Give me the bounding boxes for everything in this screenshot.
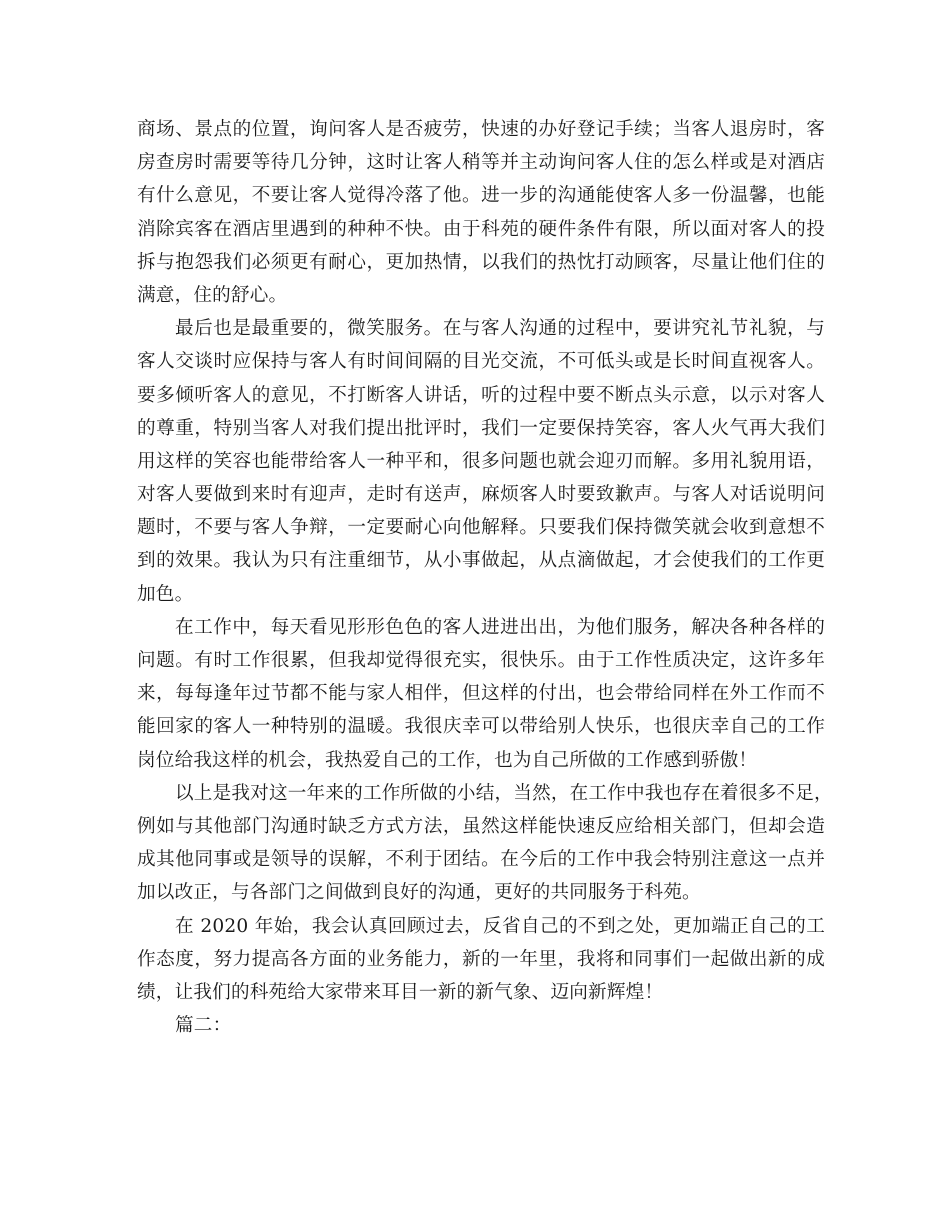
text-line: 成其他同事或是领导的误解，不利于团结。在今后的工作中我会特别注意这一点并 [137, 849, 825, 871]
text-line: 来，每每逢年过节都不能与家人相伴，但这样的付出，也会带给同样在外工作而不 [137, 683, 825, 705]
text-line: 最后也是最重要的，微笑服务。在与客人沟通的过程中，要讲究礼节礼貌，与 [175, 318, 825, 340]
text-line: 题时，不要与客人争辩，一定要耐心向他解释。只要我们保持微笑就会收到意想不 [137, 517, 825, 539]
paragraph-5 [137, 910, 825, 1010]
text-line: 消除宾客在酒店里遇到的种种不快。由于科苑的硬件条件有限，所以面对客人的投 [137, 218, 825, 240]
text-line: 的尊重，特别当客人对我们提出批评时，我们一定要保持笑容，客人火气再大我们 [137, 417, 825, 439]
section-heading [137, 1009, 825, 1042]
text-line: 在 2020 年始，我会认真回顾过去，反省自己的不到之处，更加端正自己的工 [175, 915, 825, 937]
paragraph-1 [137, 113, 825, 312]
document-page [137, 113, 833, 1042]
text-line: 作态度，努力提高各方面的业务能力，新的一年里，我将和同事们一起做出新的成 [137, 948, 825, 970]
text-line: 绩，让我们的科苑给大家带来耳目一新的新气象、迈向新辉煌！ [137, 981, 664, 1003]
paragraph-3 [137, 611, 825, 777]
text-line: 加色。 [137, 583, 194, 605]
text-line: 篇二： [175, 1015, 232, 1037]
text-line: 在工作中，每天看见形形色色的客人进进出出，为他们服务，解决各种各样的 [175, 616, 825, 638]
text-line: 商场、景点的位置，询问客人是否疲劳，快速的办好登记手续；当客人退房时，客 [137, 119, 825, 140]
text-line: 有什么意见，不要让客人觉得冷落了他。进一步的沟通能使客人多一份温馨，也能 [137, 185, 825, 207]
text-line: 例如与其他部门沟通时缺乏方式方法，虽然这样能快速反应给相关部门，但却会造 [137, 815, 825, 837]
text-line: 客人交谈时应保持与客人有时间间隔的目光交流，不可低头或是长时间直视客人。 [137, 351, 825, 373]
text-line: 岗位给我这样的机会，我热爱自己的工作，也为自己所做的工作感到骄傲！ [137, 749, 758, 771]
text-line: 用这样的笑容也能带给客人一种平和，很多问题也就会迎刃而解。多用礼貌用语， [137, 450, 825, 472]
paragraph-4 [137, 777, 833, 910]
text-line: 以上是我对这一年来的工作所做的小结，当然，在工作中我也存在着很多不足， [175, 782, 833, 804]
text-line: 问题。有时工作很累，但我却觉得很充实，很快乐。由于工作性质决定，这许多年 [137, 650, 825, 671]
text-line: 满意，住的舒心。 [137, 284, 288, 306]
text-line: 拆与抱怨我们必须更有耐心，更加热情，以我们的热忱打动顾客，尽量让他们住的 [137, 251, 825, 273]
text-line: 到的效果。我认为只有注重细节，从小事做起，从点滴做起，才会使我们的工作更 [137, 550, 825, 572]
text-line: 加以改正，与各部门之间做到良好的沟通，更好的共同服务于科苑。 [137, 882, 701, 904]
text-line: 房查房时需要等待几分钟，这时让客人稍等并主动询问客人住的怎么样或是对酒店 [137, 152, 825, 174]
text-line: 能回家的客人一种特别的温暖。我很庆幸可以带给别人快乐，也很庆幸自己的工作 [137, 716, 825, 738]
text-line: 要多倾听客人的意见，不打断客人讲话，听的过程中要不断点头示意，以示对客人 [137, 384, 825, 406]
paragraph-2 [137, 312, 825, 611]
text-line: 对客人要做到来时有迎声，走时有送声，麻烦客人时要致歉声。与客人对话说明问 [137, 484, 825, 506]
